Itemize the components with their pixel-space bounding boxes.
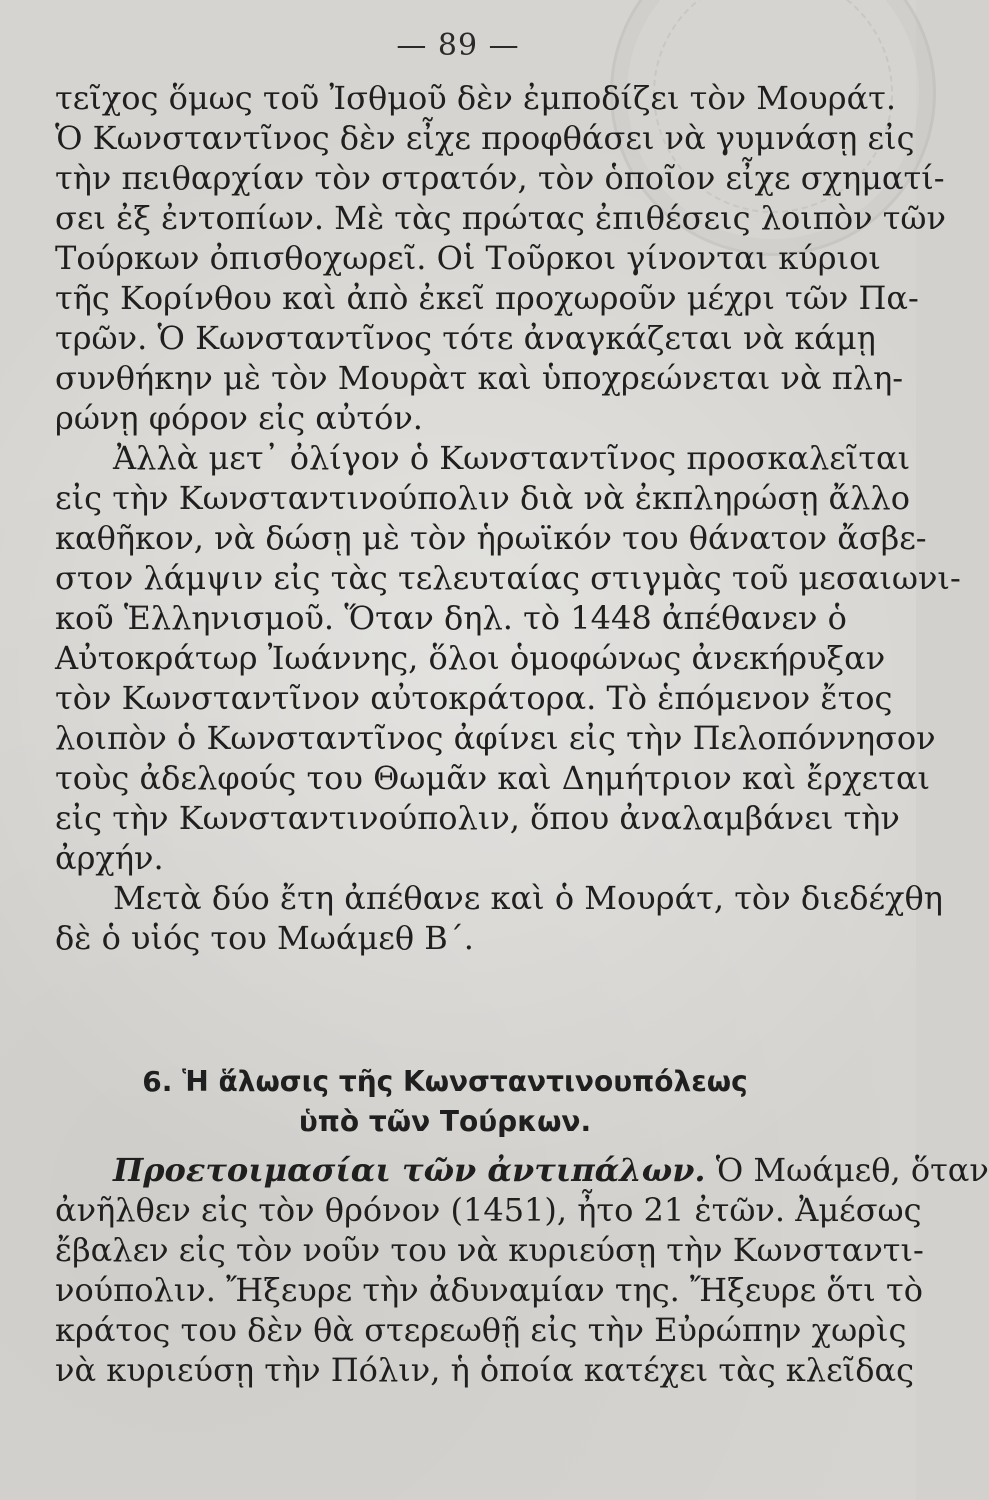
text-line: κράτος του δὲν θὰ στερεωθῇ εἰς τὴν Εὐρώπην χωρὶς (55, 1311, 907, 1349)
text-line: συνθήκην μὲ τὸν Μουρὰτ καὶ ὑποχρεώνεται νὰ πλη- (55, 359, 904, 397)
text-line: νὰ κυριεύσῃ τὴν Πόλιν, ἡ ὁποία κατέχει τὰς κλεῖδας (55, 1351, 914, 1389)
text-line: τὴν πειθαρχίαν τὸν στρατόν, τὸν ὁποῖον εἶχε σχηματί- (55, 159, 945, 197)
paragraph-1 (55, 78, 946, 438)
text-line: καθῆκον, νὰ δώσῃ μὲ τὸν ἡρωϊκόν του θάνατον ἄσβε- (55, 519, 927, 557)
section-heading-line-1: 6. Ἡ ἅλωσις τῆς Κωνσταντινουπόλεως (142, 1065, 748, 1098)
text-line: σει ἐξ ἐντοπίων. Μὲ τὰς πρώτας ἐπιθέσεις λοιπὸν τῶν (55, 199, 946, 237)
text-line: δὲ ὁ υἱός του Μωάμεθ Β΄. (55, 919, 474, 957)
paragraph-subheading: Προετοιμασίαι τῶν ἀντιπάλων. (113, 1151, 706, 1189)
text-line: Τούρκων ὀπισθοχωρεῖ. Οἱ Τοῦρκοι γίνονται κύριοι (55, 239, 881, 277)
text-line: κοῦ Ἑλληνισμοῦ. Ὅταν δηλ. τὸ 1448 ἀπέθανεν ὁ (55, 599, 847, 637)
text-line-with-subheading (55, 1150, 989, 1190)
subheading-line-rest: Ὁ Μωάμεθ, ὅταν (705, 1151, 989, 1189)
text-line: τοὺς ἀδελφούς του Θωμᾶν καὶ Δημήτριον καὶ ἔρχεται (55, 759, 931, 797)
page-number: — 89 — (396, 28, 520, 63)
paragraph-2 (55, 438, 961, 878)
text-line: στον λάμψιν εἰς τὰς τελευταίας στιγμὰς τοῦ μεσαιωνι- (55, 559, 961, 597)
text-line: εἰς τὴν Κωνσταντινούπολιν, ὅπου ἀναλαμβάνει τὴν (55, 799, 900, 837)
page-body (55, 78, 961, 958)
text-line: εἰς τὴν Κωνσταντινούπολιν διὰ νὰ ἐκπληρώσῃ ἄλλο (55, 479, 910, 517)
text-line: ἔβαλεν εἰς τὸν νοῦν του νὰ κυριεύσῃ τὴν Κωνσταντι- (55, 1231, 924, 1269)
text-line: ἀρχήν. (55, 839, 164, 877)
text-line: Ὁ Κωνσταντῖνος δὲν εἶχε προφθάσει νὰ γυμνάσῃ εἰς (55, 119, 915, 157)
text-line: λοιπὸν ὁ Κωνσταντῖνος ἀφίνει εἰς τὴν Πελοπόννησον (55, 719, 936, 757)
text-line: τῆς Κορίνθου καὶ ἀπὸ ἐκεῖ προχωροῦν μέχρι τῶν Πα- (55, 279, 919, 317)
text-line: τρῶν. Ὁ Κωνσταντῖνος τότε ἀναγκάζεται νὰ κάμῃ (55, 319, 876, 357)
text-line: ἀνῆλθεν εἰς τὸν θρόνον (1451), ἦτο 21 ἐτῶν. Ἀμέσως (55, 1191, 922, 1229)
text-line: Ἀλλὰ μετ᾿ ὀλίγον ὁ Κωνσταντῖνος προσκαλεῖται (113, 439, 911, 477)
text-line: τὸν Κωνσταντῖνον αὐτοκράτορα. Τὸ ἑπόμενον ἔτος (55, 679, 893, 717)
text-line: Μετὰ δύο ἔτη ἀπέθανε καὶ ὁ Μουράτ, τὸν διεδέχθη (113, 879, 943, 917)
text-line: ρώνῃ φόρον εἰς αὐτόν. (55, 399, 423, 437)
text-line: νούπολιν. Ἤξευρε τὴν ἀδυναμίαν της. Ἤξευρε ὅτι τὸ (55, 1271, 923, 1309)
paragraph-3 (55, 878, 943, 958)
section-heading (55, 1062, 835, 1142)
text-line: τεῖχος ὅμως τοῦ Ἰσθμοῦ δὲν ἐμποδίζει τὸν Μουράτ. (55, 79, 897, 117)
section-heading-line-2: ὑπὸ τῶν Τούρκων. (298, 1105, 592, 1138)
paragraph-4 (55, 1150, 989, 1390)
text-line: Αὐτοκράτωρ Ἰωάννης, ὅλοι ὁμοφώνως ἀνεκήρυξαν (55, 639, 886, 677)
